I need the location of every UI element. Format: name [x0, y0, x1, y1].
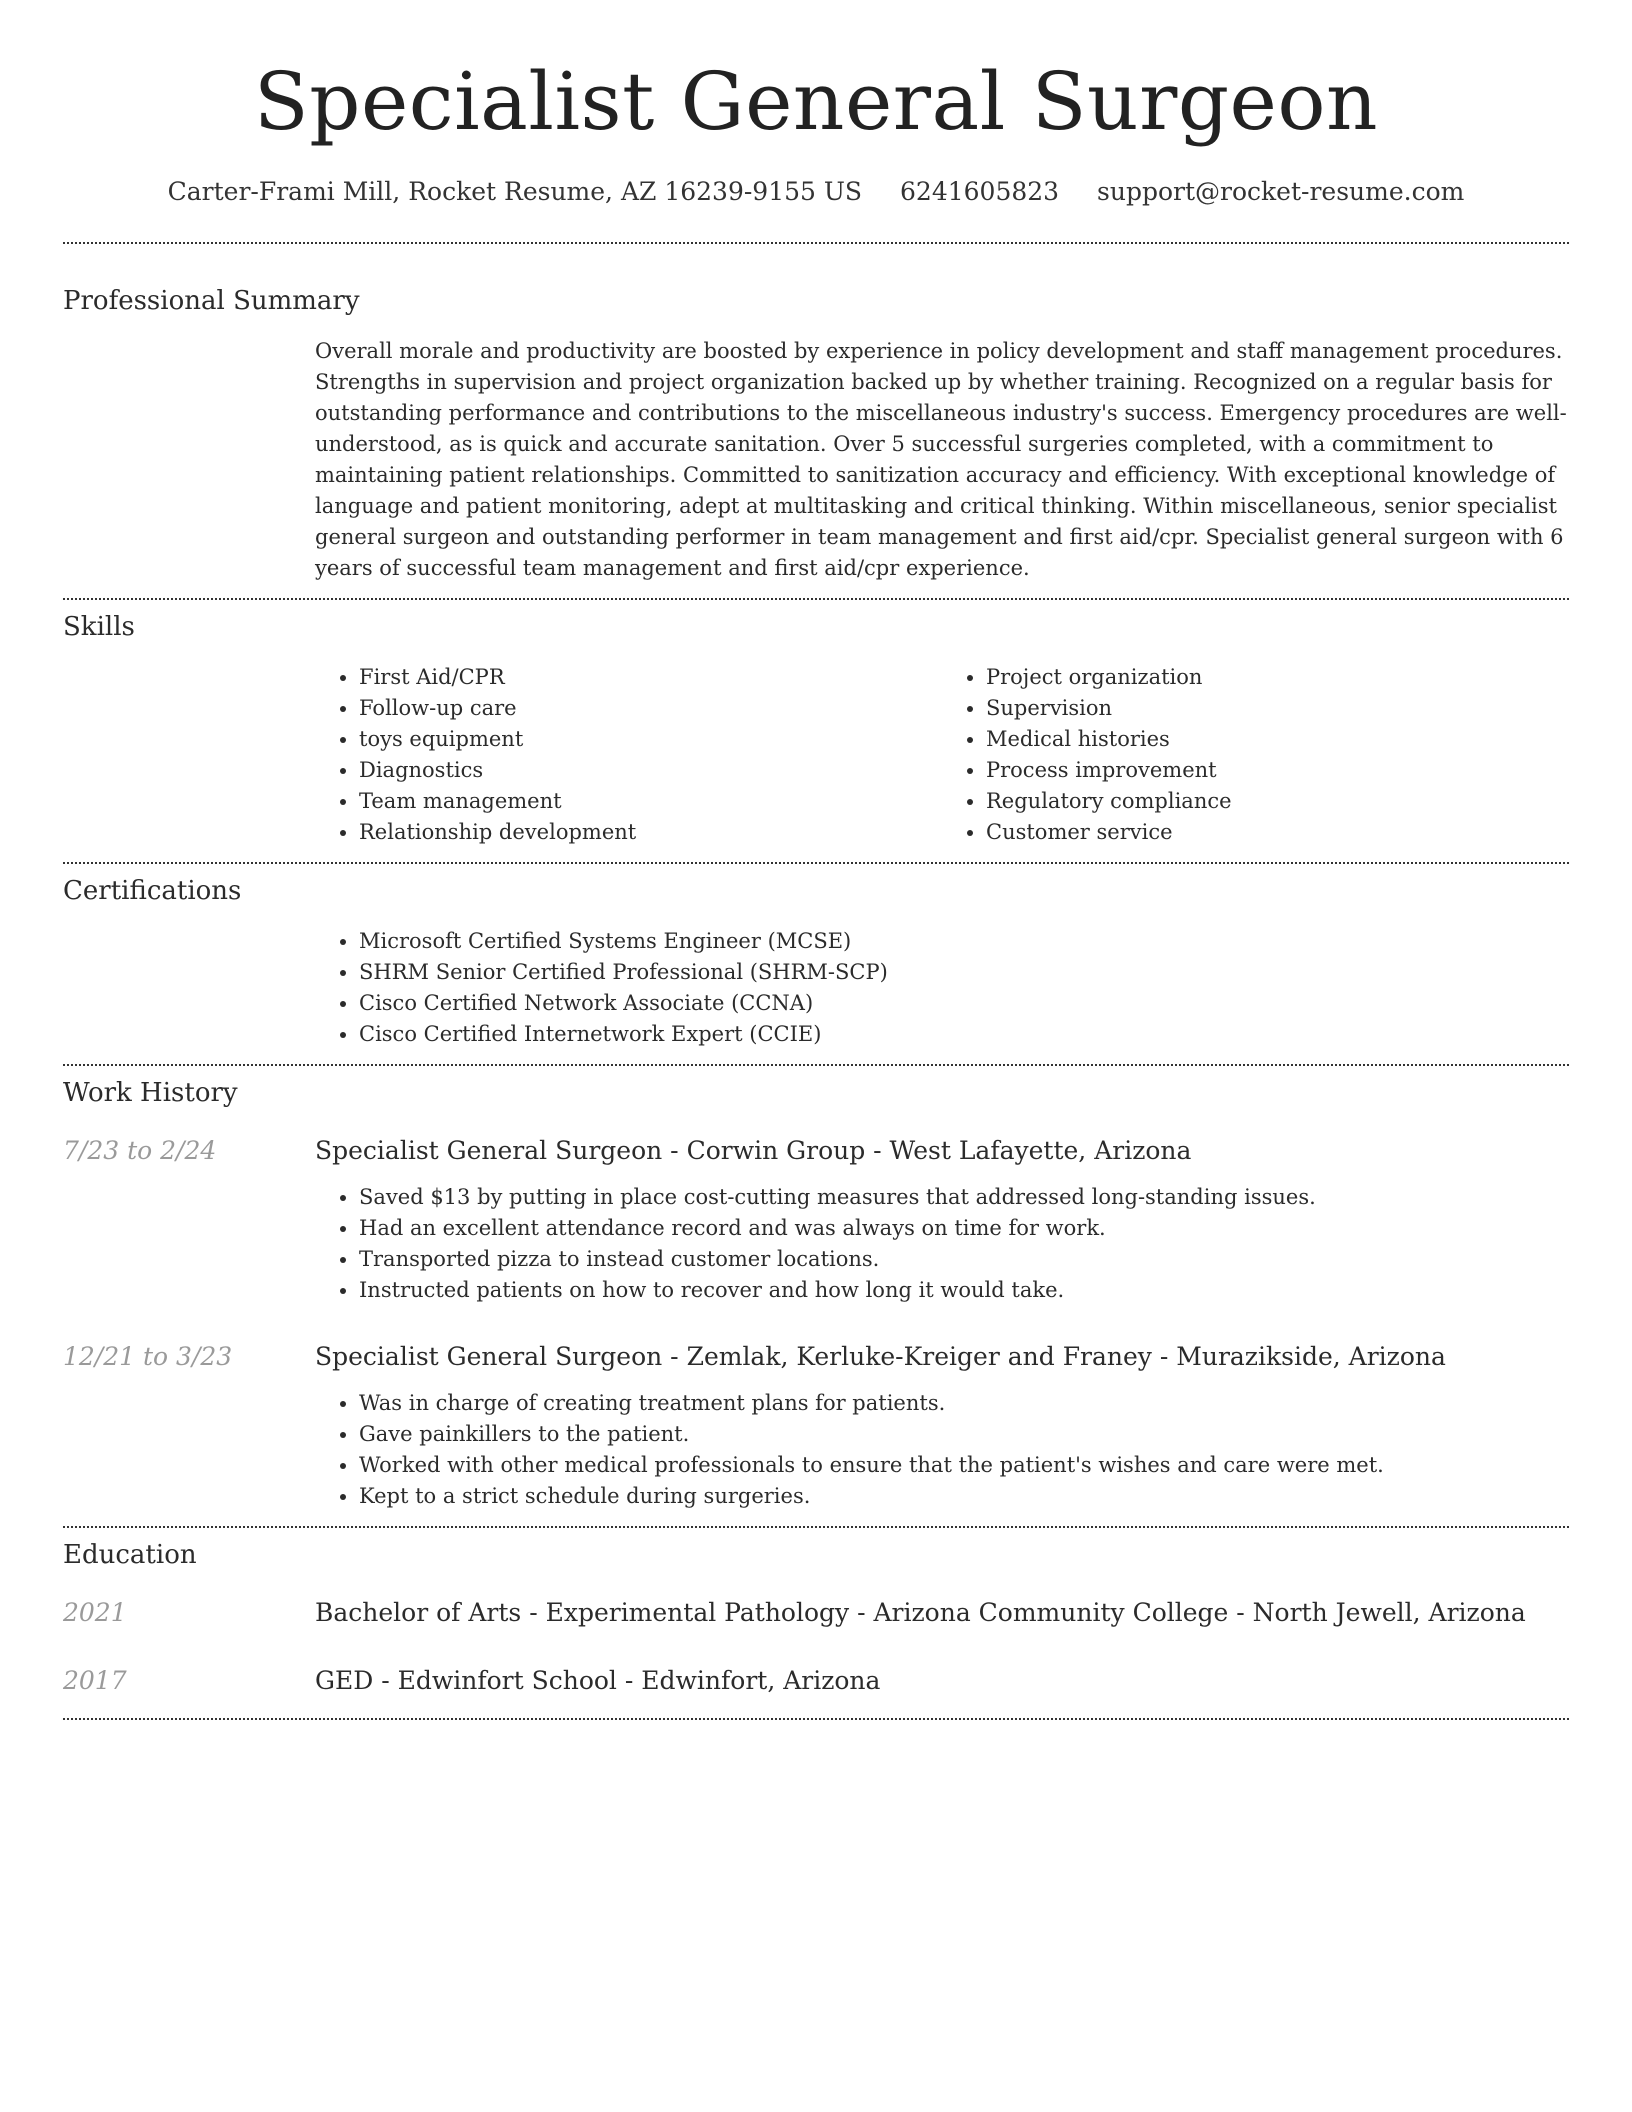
education-section — [63, 1538, 1569, 1698]
job-header — [63, 1134, 1569, 1168]
job-bullet: • Worked with other medical professionals to ensure that the patient's wishes and care were met. — [359, 1450, 1569, 1481]
divider — [63, 1526, 1569, 1528]
skill-item: • Supervision — [986, 693, 1569, 724]
education-heading: Bachelor of Arts - Experimental Pathology - Arizona Community College - North Jewell, Arizona — [315, 1598, 1526, 1627]
education-heading: GED - Edwinfort School - Edwinfort, Arizona — [315, 1666, 881, 1695]
job-bullet: • Gave painkillers to the patient. — [359, 1419, 1569, 1450]
job-bullet: • Was in charge of creating treatment plans for patients. — [359, 1388, 1569, 1419]
contact-email: support@rocket-resume.com — [1097, 177, 1465, 206]
certification-item: • SHRM Senior Certified Professional (SHRM-SCP) — [359, 957, 1569, 988]
education-year: 2021 — [63, 1598, 127, 1627]
certifications-section — [63, 874, 1569, 1050]
divider — [63, 1064, 1569, 1066]
skill-item: • Project organization — [986, 662, 1569, 693]
divider — [63, 862, 1569, 864]
job-bullet: • Saved $13 by putting in place cost-cutting measures that addressed long-standing issues. — [359, 1182, 1569, 1213]
skills-section — [63, 610, 1569, 848]
skill-item: • Follow-up care — [359, 693, 942, 724]
certifications-list — [315, 926, 1569, 1050]
skills-grid — [315, 662, 1569, 848]
certifications-content — [315, 926, 1569, 1050]
job-dates: 12/21 to 3/23 — [63, 1342, 233, 1371]
job-bullets — [315, 1182, 1569, 1306]
summary-text: Overall morale and productivity are boosted by experience in policy development and staff management procedures. Strengths in supervision and project organization backed up by whether training. Recognized on a regular basis for outstanding performance and contributions to the miscellaneous industry's success. Emergency procedures are well-understood, as is quick and accurate sanitation. Over 5 successful surgeries completed, with a commitment to maintaining patient relationships. Committed to sanitization accuracy and efficiency. With exceptional knowledge of language and patient monitoring, adept at multitasking and critical thinking. Within miscellaneous, senior specialist general surgeon and outstanding performer in team management and first aid/cpr. Specialist general surgeon with 6 years of successful team management and first aid/cpr experience. — [315, 339, 1567, 580]
divider — [63, 242, 1569, 244]
job-bullet: • Kept to a strict schedule during surgeries. — [359, 1481, 1569, 1512]
job-heading: Specialist General Surgeon - Corwin Group - West Lafayette, Arizona — [315, 1136, 1192, 1165]
skill-item: • Relationship development — [359, 817, 942, 848]
certification-item: • Microsoft Certified Systems Engineer (MCSE) — [359, 926, 1569, 957]
job-dates: 7/23 to 2/24 — [63, 1136, 217, 1165]
certification-item: • Cisco Certified Network Associate (CCNA) — [359, 988, 1569, 1019]
skill-item: • First Aid/CPR — [359, 662, 942, 693]
job-entry — [63, 1340, 1569, 1512]
summary-section — [63, 284, 1569, 584]
section-title: Work History — [63, 1078, 238, 1108]
contact-address: Carter-Frami Mill, Rocket Resume, AZ 16239-9155 US — [167, 177, 863, 206]
job-bullet: • Had an excellent attendance record and was always on time for work. — [359, 1213, 1569, 1244]
section-title: Professional Summary — [63, 286, 360, 316]
candidate-name: Specialist General Surgeon — [253, 55, 1379, 148]
job-body — [315, 1388, 1569, 1512]
skill-item: • Medical histories — [986, 724, 1569, 755]
certification-item: • Cisco Certified Internetwork Expert (CCIE) — [359, 1019, 1569, 1050]
education-entry — [63, 1596, 1569, 1630]
skills-list-right — [942, 662, 1569, 848]
skill-item: • toys equipment — [359, 724, 942, 755]
contact-line — [63, 176, 1569, 208]
job-body — [315, 1182, 1569, 1306]
skills-list-left — [315, 662, 942, 848]
section-title: Skills — [63, 612, 135, 642]
skill-item: • Process improvement — [986, 755, 1569, 786]
contact-phone: 6241605823 — [900, 177, 1060, 206]
skill-item: • Regulatory compliance — [986, 786, 1569, 817]
skill-item: • Diagnostics — [359, 755, 942, 786]
job-bullet: • Instructed patients on how to recover and how long it would take. — [359, 1275, 1569, 1306]
job-entry — [63, 1134, 1569, 1306]
divider — [63, 598, 1569, 600]
section-title: Education — [63, 1540, 197, 1570]
education-entry — [63, 1664, 1569, 1698]
job-heading: Specialist General Surgeon - Zemlak, Kerluke-Kreiger and Franey - Murazikside, Arizona — [315, 1342, 1446, 1371]
skill-item: • Team management — [359, 786, 942, 817]
job-bullets — [315, 1388, 1569, 1512]
job-header — [63, 1340, 1569, 1374]
work-history-section — [63, 1076, 1569, 1512]
education-year: 2017 — [63, 1666, 127, 1695]
divider — [63, 1718, 1569, 1720]
skill-item: • Customer service — [986, 817, 1569, 848]
job-bullet: • Transported pizza to instead customer locations. — [359, 1244, 1569, 1275]
section-title: Certifications — [63, 876, 242, 906]
